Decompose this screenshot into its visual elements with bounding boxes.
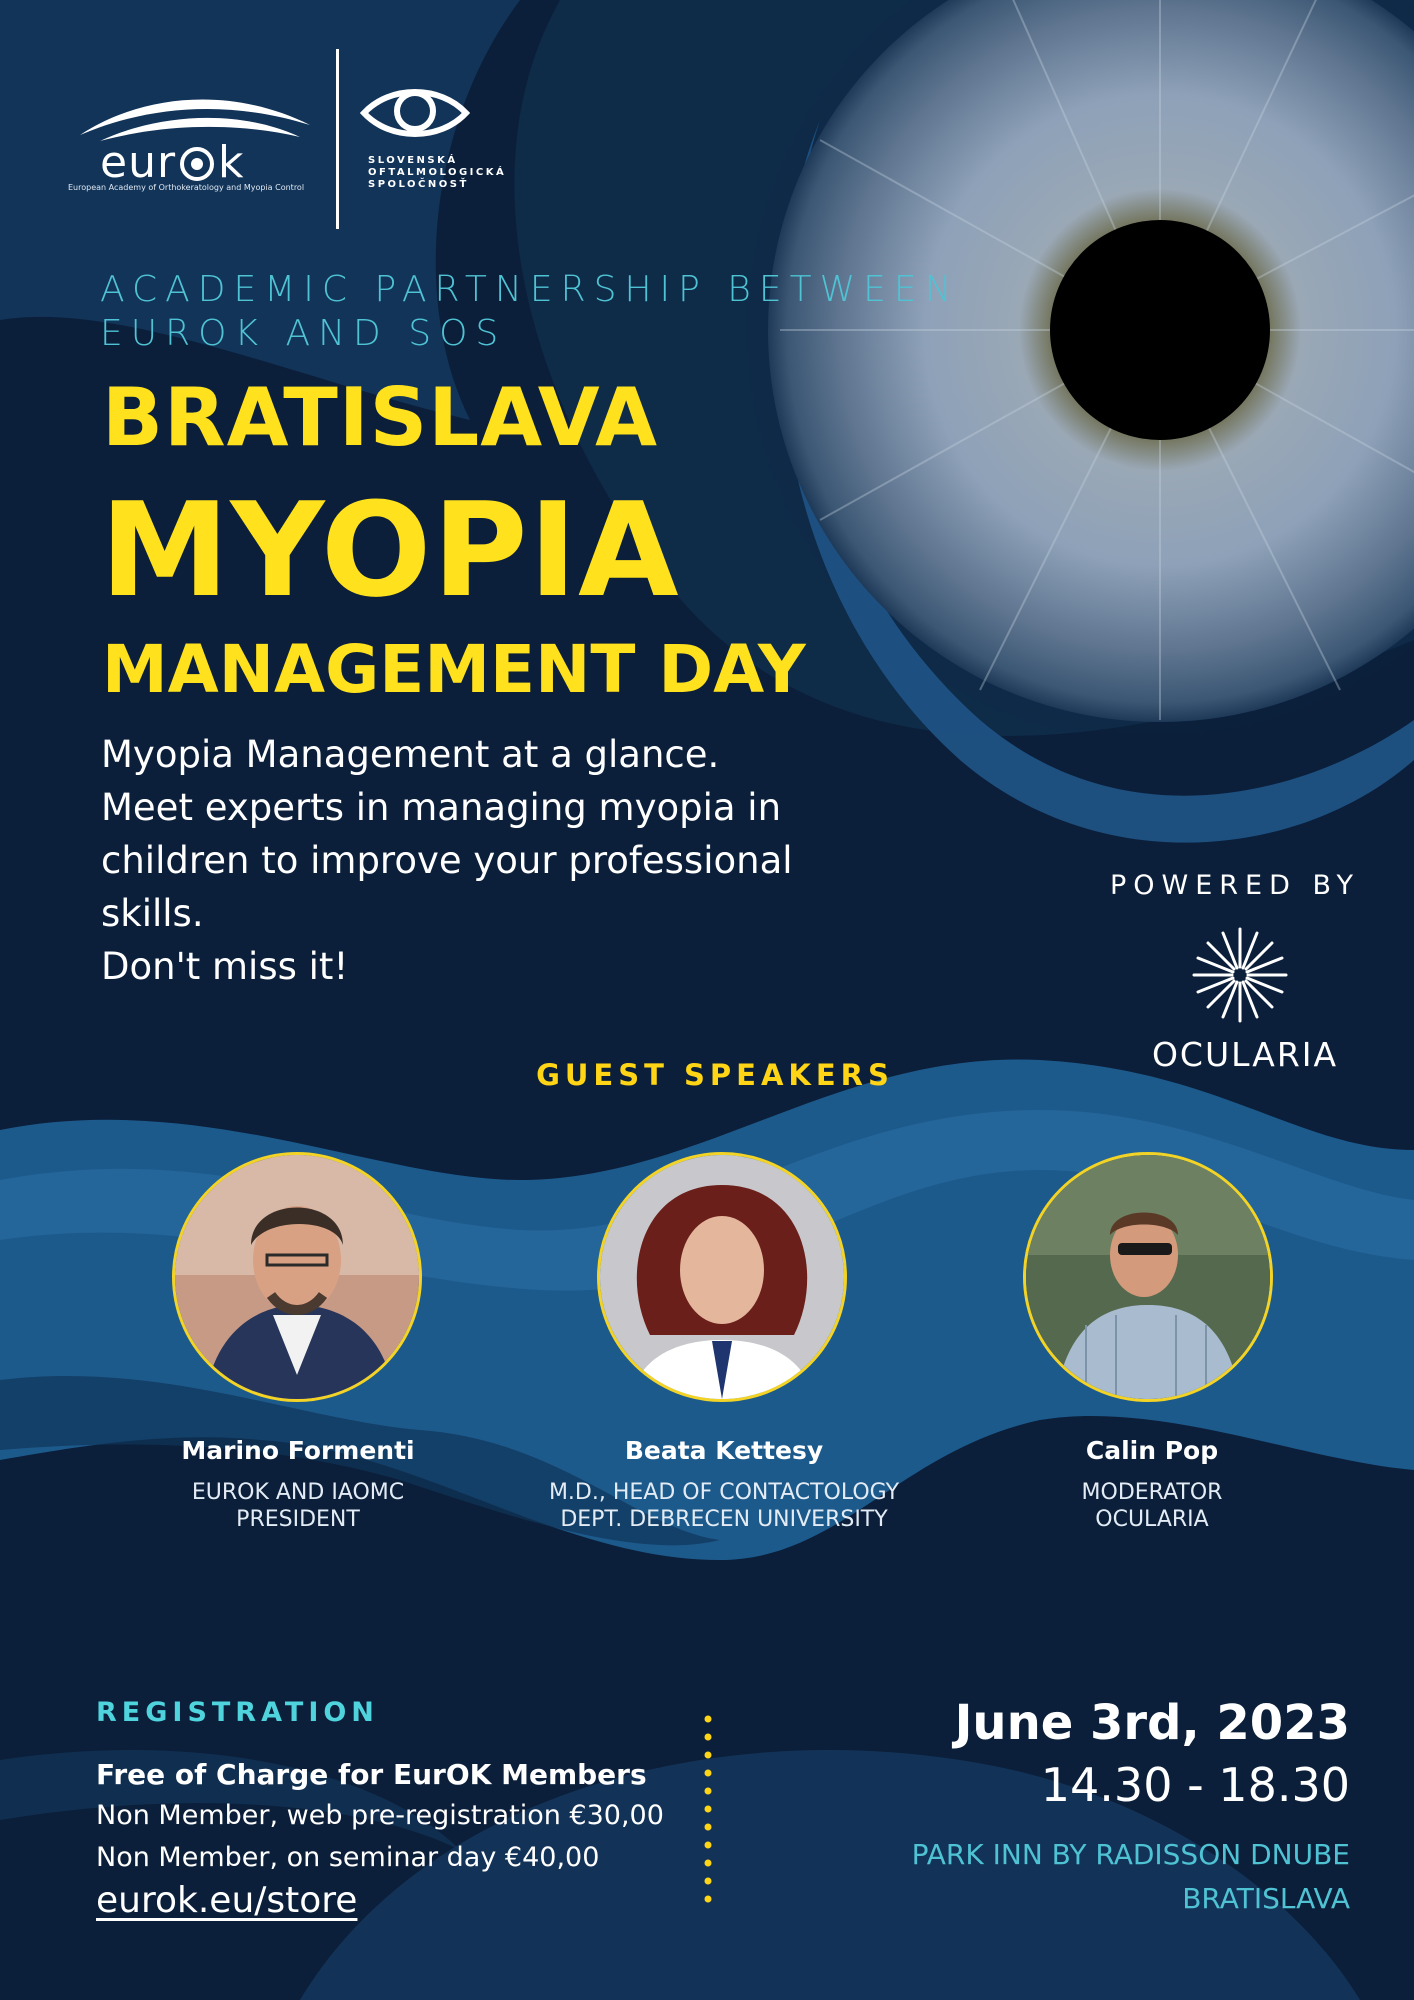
partnership-text	[100, 268, 960, 356]
speaker-role-3	[932, 1479, 1372, 1533]
speaker-role-1-line-1: EUROK AND IAOMC	[191, 1480, 405, 1505]
powered-by-label: POWERED BY	[1109, 870, 1360, 901]
partnership-line-1: ACADEMIC PARTNERSHIP BETWEEN	[100, 269, 960, 310]
intro-line-1: Myopia Management at a glance.	[101, 733, 720, 776]
eye-icon	[180, 147, 214, 181]
speaker-role-2	[504, 1479, 944, 1533]
registration-title: REGISTRATION	[96, 1697, 379, 1728]
sos-wordmark	[368, 155, 506, 191]
registration-store-link[interactable]: eurok.eu/store	[96, 1880, 358, 1921]
registration-web-price: Non Member, web pre-registration €30,00	[96, 1800, 664, 1831]
title-bratislava: BRATISLAVA	[102, 371, 659, 464]
eurok-wordmark	[100, 137, 245, 188]
venue-line-1: PARK INN BY RADISSON DNUBE	[911, 1838, 1350, 1871]
speaker-role-3-line-2: OCULARIA	[1095, 1507, 1209, 1532]
sunburst-icon	[1190, 925, 1290, 1025]
event-venue	[760, 1833, 1350, 1921]
speaker-role-3-line-1: MODERATOR	[1081, 1480, 1223, 1505]
sos-eye-icon	[360, 83, 470, 143]
partnership-line-2: EUROK AND SOS	[100, 313, 507, 354]
speaker-name-1: Marino Formenti	[181, 1436, 415, 1465]
intro-line-2: Meet experts in managing myopia in	[101, 786, 782, 829]
event-date: June 3rd, 2023	[954, 1695, 1350, 1751]
intro-line-3: children to improve your professional skills.	[101, 839, 793, 935]
speaker-photo-marino-formenti	[172, 1152, 422, 1402]
sos-line-2: OFTALMOLOGICKÁ	[368, 167, 507, 178]
guest-speakers-title: GUEST SPEAKERS	[536, 1058, 894, 1092]
speaker-role-1	[78, 1479, 518, 1533]
sponsor-name: OCULARIA	[1151, 1035, 1339, 1074]
title-myopia: MYOPIA	[100, 474, 680, 626]
speaker-role-2-line-1: M.D., HEAD OF CONTACTOLOGY	[548, 1480, 900, 1505]
eurok-name-start: eur	[100, 137, 177, 188]
event-time: 14.30 - 18.30	[1040, 1758, 1350, 1812]
intro-text	[101, 728, 901, 993]
speaker-role-2-line-2: DEPT. DEBRECEN UNIVERSITY	[560, 1507, 888, 1532]
eurok-tagline: European Academy of Orthokeratology and Myopia Control	[68, 183, 305, 192]
intro-line-4: Don't miss it!	[101, 945, 349, 988]
registration-day-price: Non Member, on seminar day €40,00	[96, 1842, 600, 1873]
sos-line-3: SPOLOČNOSŤ	[368, 179, 469, 190]
registration-free-line: Free of Charge for EurOK Members	[96, 1758, 647, 1791]
speaker-photo-beata-kettesy	[597, 1152, 847, 1402]
speaker-name-3: Calin Pop	[1085, 1436, 1219, 1465]
venue-line-2: BRATISLAVA	[1182, 1882, 1350, 1915]
speaker-name-2: Beata Kettesy	[624, 1436, 824, 1465]
logo-divider	[336, 49, 339, 229]
dotted-divider	[703, 1715, 713, 1905]
partner-logos	[60, 45, 540, 235]
speaker-photo-calin-pop	[1023, 1152, 1273, 1402]
speaker-role-1-line-2: PRESIDENT	[236, 1507, 360, 1532]
title-management-day: MANAGEMENT DAY	[102, 631, 806, 708]
sos-line-1: SLOVENSKÁ	[368, 155, 458, 166]
eurok-name-end: k	[218, 137, 245, 188]
eye-pupil	[1050, 220, 1270, 440]
eurok-swoosh-icon	[80, 85, 320, 145]
